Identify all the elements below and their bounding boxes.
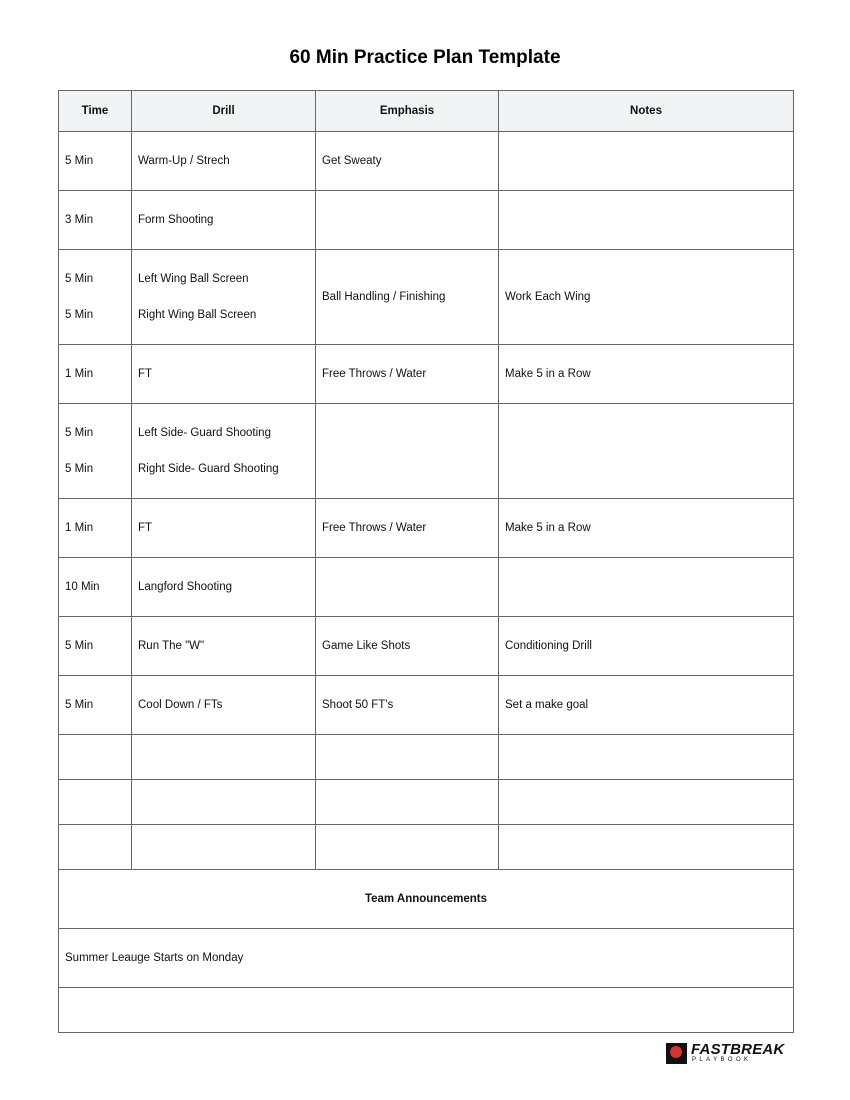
empty-row xyxy=(59,735,794,780)
time-value: 5 Min xyxy=(65,463,94,475)
time-cell: 5 Min xyxy=(59,132,132,191)
notes-cell: Make 5 in a Row xyxy=(499,499,794,558)
time-cell xyxy=(59,735,132,780)
drill-value: Right Side- Guard Shooting xyxy=(138,463,279,475)
time-value: 5 Min xyxy=(65,427,94,439)
announcements-header-row xyxy=(59,870,794,929)
announcement-text xyxy=(59,988,794,1033)
drill-cell: Run The "W" xyxy=(132,617,316,676)
table-row xyxy=(59,345,794,404)
time-cell: 10 Min xyxy=(59,558,132,617)
drill-cell xyxy=(132,404,316,499)
notes-cell xyxy=(499,780,794,825)
logo-mark-icon xyxy=(666,1043,687,1064)
announcement-blank-row xyxy=(59,988,794,1033)
notes-cell xyxy=(499,191,794,250)
table-row xyxy=(59,558,794,617)
table-row xyxy=(59,499,794,558)
notes-cell xyxy=(499,132,794,191)
emphasis-cell: Free Throws / Water xyxy=(316,345,499,404)
drill-cell: Warm-Up / Strech xyxy=(132,132,316,191)
time-cell: 3 Min xyxy=(59,191,132,250)
time-value: 5 Min xyxy=(65,309,94,321)
emphasis-cell xyxy=(316,558,499,617)
time-value: 5 Min xyxy=(65,273,94,285)
header-emphasis: Emphasis xyxy=(316,91,499,132)
basketball-icon xyxy=(670,1046,682,1058)
drill-cell xyxy=(132,780,316,825)
emphasis-cell: Game Like Shots xyxy=(316,617,499,676)
empty-row xyxy=(59,825,794,870)
drill-cell: FT xyxy=(132,345,316,404)
time-cell xyxy=(59,825,132,870)
logo-subtext: PLAYBOOK xyxy=(692,1057,752,1063)
time-cell xyxy=(59,404,132,499)
emphasis-cell: Free Throws / Water xyxy=(316,499,499,558)
table-row xyxy=(59,404,794,499)
table-row xyxy=(59,191,794,250)
notes-cell xyxy=(499,404,794,499)
logo-wordmark: FASTBREAK xyxy=(691,1041,785,1058)
emphasis-cell: Shoot 50 FT's xyxy=(316,676,499,735)
emphasis-cell: Get Sweaty xyxy=(316,132,499,191)
table-row xyxy=(59,250,794,345)
time-cell: 1 Min xyxy=(59,345,132,404)
emphasis-cell xyxy=(316,404,499,499)
drill-cell: Cool Down / FTs xyxy=(132,676,316,735)
announcements-heading: Team Announcements xyxy=(59,870,794,929)
empty-row xyxy=(59,780,794,825)
drill-cell: FT xyxy=(132,499,316,558)
drill-value: Right Wing Ball Screen xyxy=(138,309,257,321)
table-header-row xyxy=(59,91,794,132)
drill-cell: Form Shooting xyxy=(132,191,316,250)
emphasis-cell xyxy=(316,780,499,825)
header-drill: Drill xyxy=(132,91,316,132)
emphasis-cell xyxy=(316,825,499,870)
emphasis-cell xyxy=(316,735,499,780)
drill-value: Left Wing Ball Screen xyxy=(138,273,249,285)
header-time: Time xyxy=(59,91,132,132)
announcement-row xyxy=(59,929,794,988)
drill-value: Left Side- Guard Shooting xyxy=(138,427,271,439)
page-title: 60 Min Practice Plan Template xyxy=(289,47,561,68)
notes-cell xyxy=(499,735,794,780)
time-cell: 5 Min xyxy=(59,676,132,735)
table-row xyxy=(59,132,794,191)
header-notes: Notes xyxy=(499,91,794,132)
table-row xyxy=(59,617,794,676)
emphasis-cell xyxy=(316,191,499,250)
time-cell xyxy=(59,250,132,345)
drill-cell xyxy=(132,735,316,780)
emphasis-cell: Ball Handling / Finishing xyxy=(316,250,499,345)
notes-cell xyxy=(499,825,794,870)
announcement-text: Summer Leauge Starts on Monday xyxy=(59,929,794,988)
time-cell xyxy=(59,780,132,825)
notes-cell: Set a make goal xyxy=(499,676,794,735)
table-row xyxy=(59,676,794,735)
practice-plan-table xyxy=(58,90,794,1033)
time-cell: 5 Min xyxy=(59,617,132,676)
notes-cell: Make 5 in a Row xyxy=(499,345,794,404)
notes-cell xyxy=(499,558,794,617)
drill-cell xyxy=(132,825,316,870)
drill-cell: Langford Shooting xyxy=(132,558,316,617)
time-cell: 1 Min xyxy=(59,499,132,558)
notes-cell: Work Each Wing xyxy=(499,250,794,345)
notes-cell: Conditioning Drill xyxy=(499,617,794,676)
drill-cell xyxy=(132,250,316,345)
